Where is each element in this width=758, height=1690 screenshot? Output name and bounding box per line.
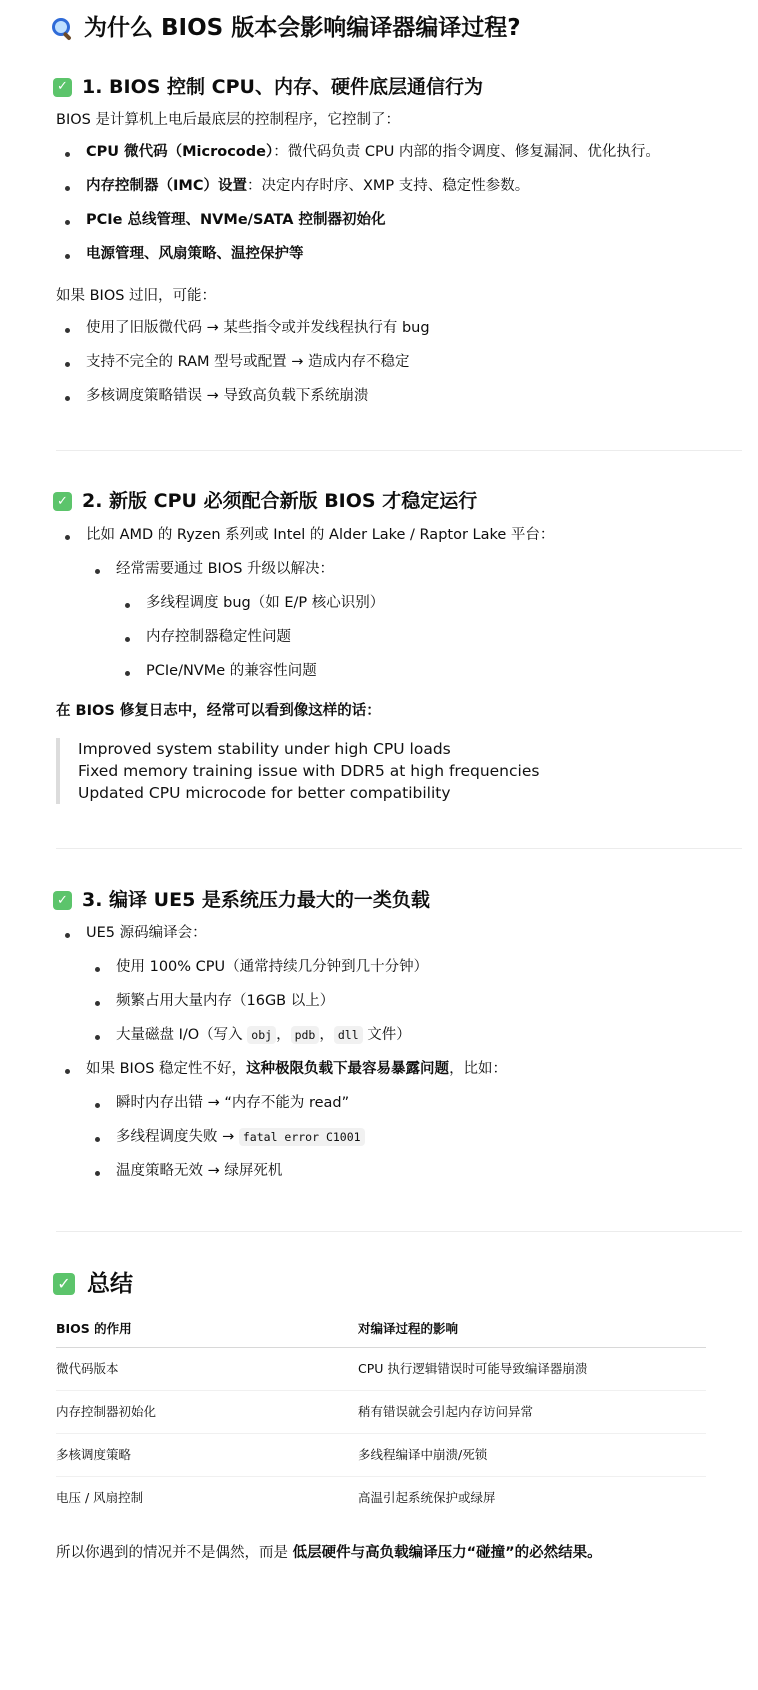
list-item: 温度策略无效 → 绿屏死机: [56, 1161, 742, 1195]
list-item: 多线程调度 bug（如 E/P 核心识别）: [56, 593, 742, 627]
section-3-list: [56, 923, 742, 1195]
inline-code: fatal error C1001: [239, 1128, 365, 1146]
list-item: 使用 100% CPU（通常持续几分钟到几十分钟）: [56, 957, 742, 991]
final-conclusion: 所以你遇到的情况并不是偶然，而是 低层硬件与高负载编译压力“碰撞”的必然结果。: [56, 1545, 602, 1561]
section-1-old-intro: 如果 BIOS 过旧，可能：: [56, 287, 217, 304]
list-item: 内存控制器稳定性问题: [56, 627, 742, 661]
list-item: 瞬时内存出错 → “内存不能为 read”: [56, 1093, 742, 1127]
page-title: 为什么 BIOS 版本会影响编译器编译过程?: [56, 0, 742, 46]
inline-code: obj: [247, 1026, 276, 1044]
table-row: [56, 1434, 706, 1477]
list-item: 多线程调度失败 → fatal error C1001: [56, 1127, 742, 1161]
list-item: 比如 AMD 的 Ryzen 系列或 Intel 的 Alder Lake / Raptor Lake 平台：: [56, 525, 742, 559]
table-cell: 多线程编译中崩溃/死锁: [358, 1434, 706, 1477]
list-item: 电源管理、风扇策略、温控保护等: [56, 244, 742, 278]
check-mark-icon: ✓: [53, 1273, 75, 1295]
list-item: PCIe 总线管理、NVMe/SATA 控制器初始化: [56, 210, 742, 244]
table-cell: CPU 执行逻辑错误时可能导致编译器崩溃: [358, 1348, 706, 1391]
quote-line: Updated CPU microcode for better compatibility: [78, 784, 451, 803]
column-header: 对编译过程的影响: [358, 1312, 706, 1347]
table-cell: 多核调度策略: [56, 1434, 358, 1477]
list-item: 经常需要通过 BIOS 升级以解决：: [56, 559, 742, 593]
section-2-list: [56, 525, 742, 695]
divider: [56, 848, 742, 849]
table-row: [56, 1477, 706, 1520]
magnifier-icon: [50, 17, 72, 39]
summary-table: [56, 1312, 706, 1519]
list-item: 多核调度策略错误 → 导致高负载下系统崩溃: [56, 386, 742, 420]
check-mark-icon: ✓: [53, 492, 72, 511]
quote-line: Fixed memory training issue with DDR5 at high frequencies: [78, 762, 540, 781]
list-item: 如果 BIOS 稳定性不好，这种极限负载下最容易暴露问题，比如：: [56, 1059, 742, 1093]
section-1-old-list: [56, 318, 742, 420]
log-intro: 在 BIOS 修复日志中，经常可以看到像这样的话：: [56, 702, 381, 719]
list-item: UE5 源码编译会：: [56, 923, 742, 957]
inline-code: dll: [334, 1026, 363, 1044]
section-2-heading: ✓ 2. 新版 CPU 必须配合新版 BIOS 才稳定运行: [56, 489, 742, 515]
quote-line: Improved system stability under high CPU loads: [78, 740, 451, 759]
list-item: 大量磁盘 I/O（写入 obj ， pdb ， dll 文件）: [56, 1025, 742, 1059]
inline-code: pdb: [291, 1026, 320, 1044]
table-cell: 内存控制器初始化: [56, 1391, 358, 1434]
table-row: [56, 1348, 706, 1391]
table-header-row: [56, 1312, 706, 1347]
column-header: BIOS 的作用: [56, 1312, 358, 1347]
check-mark-icon: ✓: [53, 891, 72, 910]
list-item: 频繁占用大量内存（16GB 以上）: [56, 991, 742, 1025]
divider: [56, 1231, 742, 1232]
list-item: PCIe/NVMe 的兼容性问题: [56, 661, 742, 695]
list-item: 内存控制器（IMC）设置：决定内存时序、XMP 支持、稳定性参数。: [56, 176, 742, 210]
list-item: CPU 微代码（Microcode）：微代码负责 CPU 内部的指令调度、修复漏洞、优化执行。: [56, 142, 742, 176]
check-mark-icon: ✓: [53, 78, 72, 97]
list-item: 使用了旧版微代码 → 某些指令或并发线程执行有 bug: [56, 318, 742, 352]
section-3-heading: ✓ 3. 编译 UE5 是系统压力最大的一类负载: [56, 887, 742, 913]
divider: [56, 450, 742, 451]
section-1-intro: BIOS 是计算机上电后最底层的控制程序，它控制了：: [56, 112, 400, 128]
table-cell: 稍有错误就会引起内存访问异常: [358, 1391, 706, 1434]
blockquote: [56, 738, 742, 804]
table-cell: 高温引起系统保护或绿屏: [358, 1489, 496, 1505]
section-1-list: [56, 142, 742, 278]
table-cell: 微代码版本: [56, 1348, 358, 1391]
list-item: 支持不完全的 RAM 型号或配置 → 造成内存不稳定: [56, 352, 742, 386]
section-1-heading: ✓ 1. BIOS 控制 CPU、内存、硬件底层通信行为: [56, 74, 742, 100]
table-cell: 电压 / 风扇控制: [56, 1489, 144, 1505]
summary-heading: ✓ 总结: [56, 1268, 742, 1300]
table-row: [56, 1391, 706, 1434]
